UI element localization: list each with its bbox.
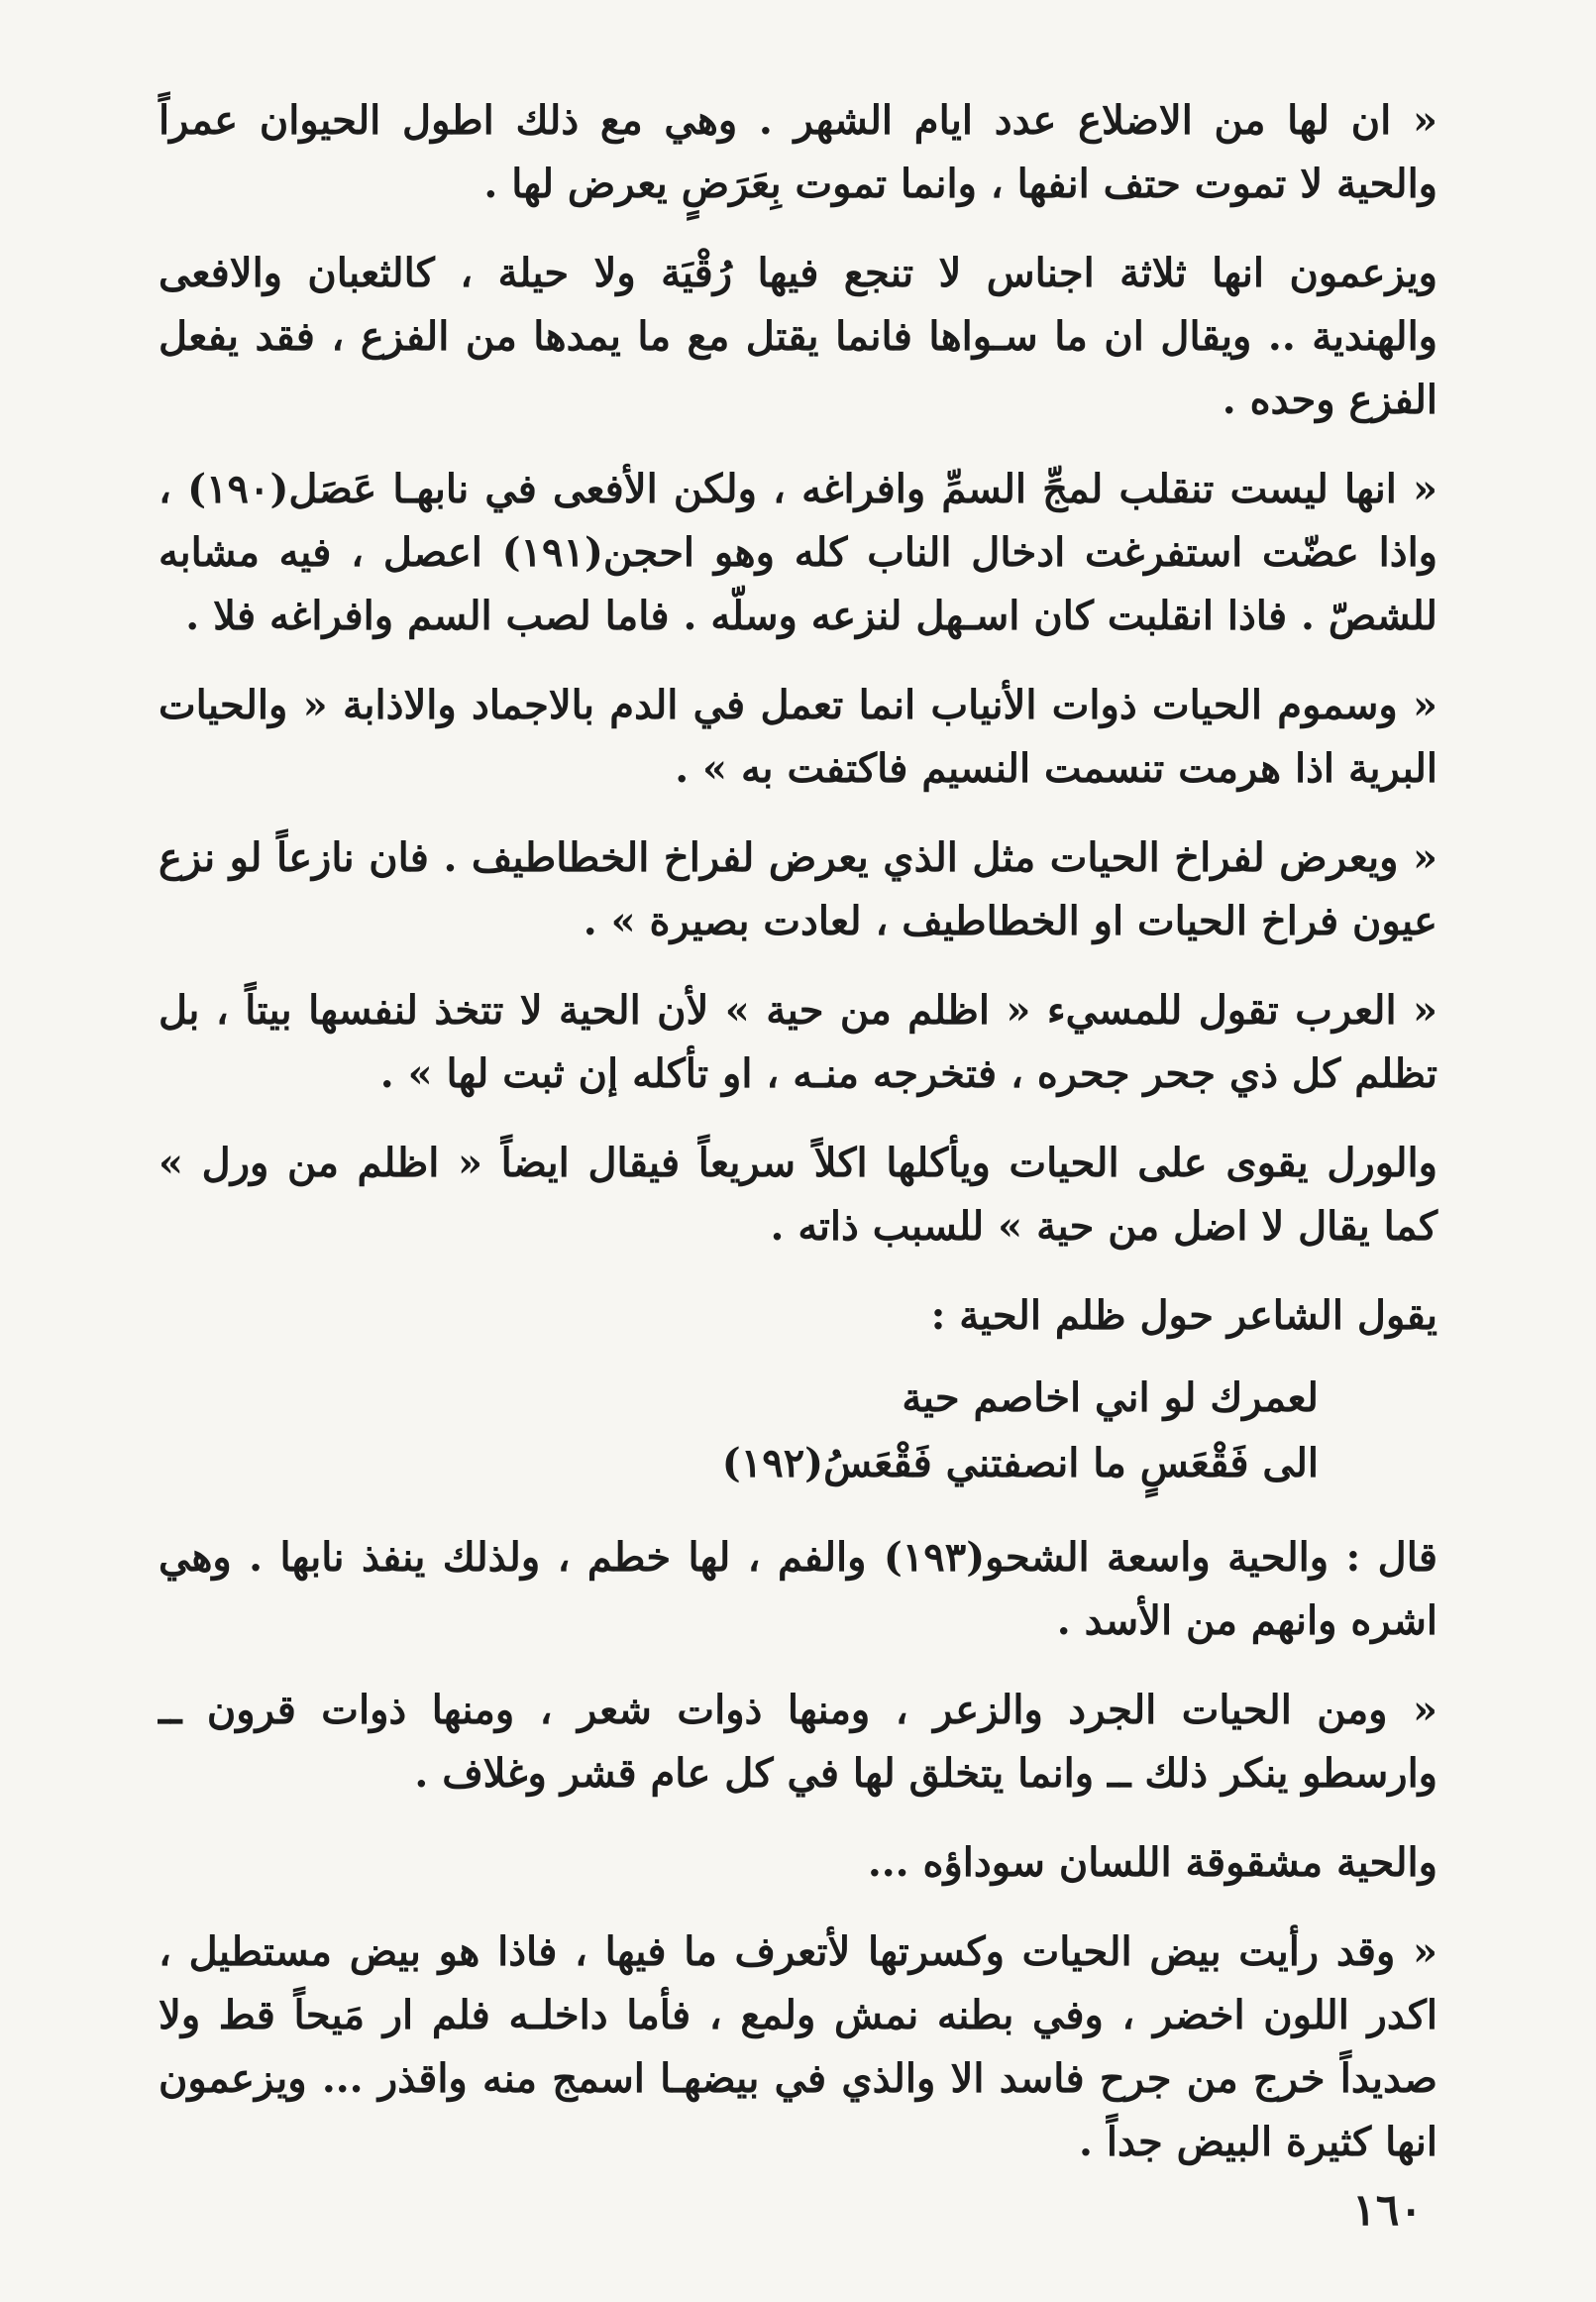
paragraph-hatchlings: « ويعرض لفراخ الحيات مثل الذي يعرض لفراخ الخطاطيف . فان نازعاً لو نزع عيون فراخ الحيات او الخطاطيف ، لعادت بصيرة » . (159, 834, 1437, 944)
paragraph-monitor-lizard: والورل يقوى على الحيات ويأكلها اكلاً سريعاً فيقال ايضاً « اظلم من ورل » كما يقال لا اضل من حية » للسبب ذاته . (159, 1140, 1437, 1250)
paragraph-poison-effect: « وسموم الحيات ذوات الأنياب انما تعمل في الدم بالاجماد والاذابة « والحيات البرية اذا هرمت تنسمت النسيم فاكتفت به » . (159, 682, 1437, 792)
poem-line-1: لعمرك لو اني اخاصم حية (902, 1374, 1319, 1421)
body-text (159, 89, 1437, 1348)
poem-line-2: الى فَقْعَسٍ ما انصفتني فَقْعَسُ(١٩٢) (721, 1440, 1319, 1486)
paragraph-tongue: والحية مشقوقة اللسان سوداؤه ... (867, 1839, 1437, 1886)
paragraph-ribs: « ان لها من الاضلاع عدد ايام الشهر . وهي مع ذلك اطول الحيوان عمراً والحية لا تموت حتف انفها ، وانما تموت بِعَرَضٍ يعرض لها . (159, 97, 1437, 207)
paragraph-mouth: قال : والحية واسعة الشحو(١٩٣) والفم ، لها خطم ، ولذلك ينفذ نابها . وهي اشره وانهم من الأسد . (159, 1534, 1438, 1644)
body-text-continued (159, 1526, 1437, 2174)
paragraph-skin: « ومن الحيات الجرد والزعر ، ومنها ذوات شعر ، ومنها ذوات قرون ــ وارسطو ينكر ذلك ــ وانما يتخلق لها في كل عام قشر وغلاف . (159, 1687, 1437, 1797)
paragraph-eggs: « وقد رأيت بيض الحيات وكسرتها لأتعرف ما فيها ، فاذا هو بيض مستطيل ، اكدر اللون اخضر ، وفي بطنه نمش ولمع ، فأما داخلـه فلم ار مَيحاً قط ولا صديداً خرج من جرح فاسد الا والذي في بيضهـا اسمج منه واقذر ... ويزعمون انها كثيرة البيض جداً . (159, 1928, 1437, 2165)
poem-verse (159, 1366, 1437, 1496)
paragraph-proverb: « العرب تقول للمسيء « اظلم من حية » لأن الحية لا تتخذ لنفسها بيتاً ، بل تظلم كل ذي جحر جحره ، فتخرجه منـه ، او تأكله إن ثبت لها » . (159, 987, 1437, 1097)
paragraph-species: ويزعمون انها ثلاثة اجناس لا تنجع فيها رُقْيَة ولا حيلة ، كالثعبان والافعى والهندية .. ويقال ان ما سـواها فانما يقتل مع ما يمدها من الفزع ، فقد يفعل الفزع وحده . (159, 250, 1437, 423)
paragraph-poet-intro: يقول الشاعر حول ظلم الحية : (930, 1292, 1437, 1339)
page-number: ١٦٠ (1352, 2185, 1423, 2236)
paragraph-venom: « انها ليست تنقلب لمجِّ السمِّ وافراغه ، ولكن الأفعى في نابهـا عَصَل(١٩٠) ، واذا عضّت استفرغت ادخال الناب كله وهو احجن(١٩١) اعصل ، فيه مشابه للشصّ . فاذا انقلبت كان اسـهل لنزعه وسلّه . فاما لصب السم وافراغه فلا . (159, 466, 1437, 639)
